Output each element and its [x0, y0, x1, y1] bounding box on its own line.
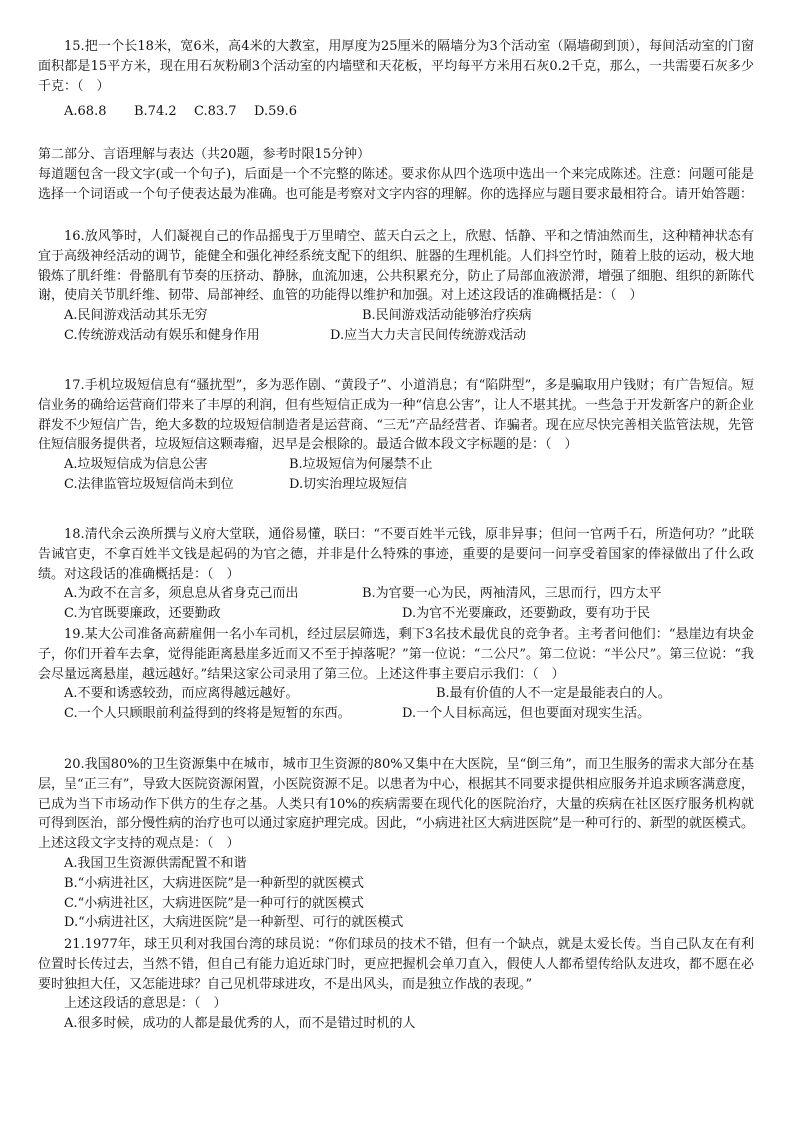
question-17-options-row2 — [38, 475, 754, 495]
question-21 — [38, 935, 754, 1034]
option-b[interactable]: B.民间游戏活动能够治疗疾病 — [362, 308, 532, 324]
question-21-prompt: 上述这段话的意思是：（ ） — [64, 996, 227, 1012]
option-d[interactable]: D.59.6 — [254, 104, 298, 120]
option-c[interactable]: C.法律监管垃圾短信尚未到位 — [64, 476, 234, 492]
option-b[interactable]: B.垃圾短信为何屡禁不止 — [289, 457, 433, 473]
question-17-options-row1 — [38, 455, 754, 475]
option-d[interactable]: D.“小病进社区，大病进医院”是一种新型、可行的就医模式 — [64, 915, 404, 931]
option-c[interactable]: C.为官既要廉政，还要勤政 — [64, 606, 221, 622]
question-15 — [38, 37, 754, 122]
option-c[interactable]: C.传统游戏活动有娱乐和健身作用 — [64, 327, 260, 343]
option-a[interactable]: A.我国卫生资源供需配置不和谐 — [64, 855, 247, 871]
option-b[interactable]: B.“小病进社区，大病进医院”是一种新型的就医模式 — [64, 875, 364, 891]
question-18-options-row2 — [38, 604, 754, 624]
option-a[interactable]: A.68.8 — [64, 104, 107, 120]
option-a[interactable]: A.不要和诱惑较劲，而应离得越远越好。 — [64, 686, 299, 702]
question-20 — [38, 755, 754, 933]
section-2 — [38, 145, 754, 204]
option-a[interactable]: A.为政不在言多，须息息从省身克己而出 — [64, 586, 299, 602]
question-20-stem: 20.我国80%的卫生资源集中在城市，城市卫生资源的80%又集中在大医院，呈“倒三角”，而卫生服务的需求大部分在基层，呈“正三有”，导致大医院资源闲置，小医院资源不足。以患者为中心，根据其不同要求提供相应服务并追求顾客满意度，已成为当下市场动作下供方的生存之基。人类只有10%的疾病需要在现代化的医院治疗，大量的疾病在社区医疗服务机构就可得到医治，部分慢性病的治疗也可以通过家庭护理完成。因此，“小病进社区大病进医院”是一种可行的、新型的就医模式。上述这段文字支持的观点是：（ ） — [38, 757, 754, 852]
question-19-options-row1 — [38, 684, 754, 704]
option-d[interactable]: D.切实治理垃圾短信 — [289, 476, 408, 492]
option-c[interactable]: C.一个人只顾眼前利益得到的终将是短暂的东西。 — [64, 706, 351, 722]
question-15-stem: 15.把一个长18米，宽6米，高4米的大教室，用厚度为25厘米的隔墙分为3个活动室（隔墙砌到顶），每间活动室的门窗面积都是15平方米，现在用石灰粉刷3个活动室的内墙壁和天花板，平均每平方米用石灰0.2千克，那么，一共需要石灰多少千克：（ ） — [38, 39, 754, 94]
question-16-options-row2 — [38, 326, 754, 346]
question-17 — [38, 376, 754, 495]
option-a[interactable]: A.很多时候，成功的人都是最优秀的人，而不是错过时机的人 — [64, 1016, 416, 1032]
option-b[interactable]: B.为官要一心为民，两袖清风，三思而行，四方太平 — [362, 586, 662, 602]
option-b[interactable]: B.最有价值的人不一定是最能表白的人。 — [436, 686, 671, 702]
question-16-stem: 16.放风筝时，人们凝视自己的作品摇曳于万里晴空、蓝天白云之上，欣慰、恬静、平和之情油然而生，这种精神状态有宜于高级神经活动的调节，能健全和强化神经系统支配下的组织、脏器的生理机能。人们抖空竹时，随着上肢的运动，极大地锻炼了肌纤维：骨骼肌有节奏的压挤动、静脉，血流加速，公共积累充分，防止了局部血液淤滞，增强了细胞、组织的新陈代谢，使肩关节肌纤维、韧带、局部神经、血管的功能得以维护和加强。对上述这段话的准确概括是：（ ） — [38, 229, 754, 304]
question-16-options-row1 — [38, 306, 754, 326]
option-c[interactable]: C.83.7 — [194, 104, 237, 120]
question-19 — [38, 625, 754, 724]
question-18-stem: 18.清代余云涣所撰与义府大堂联，通俗易懂，联曰：“不要百姓半元钱，原非异事；但问一官两千石，所造何功？”此联告诫官吏，不拿百姓半文钱是起码的为官之德，并非是什么特殊的事迹，重要的是要问一问享受着国家的俸禄做出了什么政绩。对这段话的准确概括是：（ ） — [38, 527, 754, 582]
option-d[interactable]: D.为官不光要廉政，还要勤政，要有功于民 — [402, 606, 651, 622]
question-19-options-row2 — [38, 704, 754, 724]
question-19-stem: 19.某大公司准备高薪雇佣一名小车司机，经过层层筛选，剩下3名技术最优良的竞争者。主考者问他们：“悬崖边有块金子，你们开着车去拿，觉得能距离悬崖多近而又不至于掉落呢？”第一位说：“二公尺”。第二位说：“半公尺”。第三位说：“我会尽量远离悬崖，越远越好。”结果这家公司录用了第三位。上述这件事主要启示我们：（ ） — [38, 627, 754, 682]
question-21-stem: 21.1977年，球王贝利对我国台湾的球员说：“你们球员的技术不错，但有一个缺点，就是太爱长传。当自己队友在有利位置时长传过去，当然不错，但自己有能力追近球门时，更应把握机会单刀直入，假使人人都希望传给队友进攻，都不愿在必要时独担大任，又怎能进球？自己见机带球进攻，不是出风头，而是独立作战的表现。” — [38, 937, 754, 992]
option-d[interactable]: D.一个人目标高远，但也要面对现实生活。 — [402, 706, 651, 722]
option-d[interactable]: D.应当大力夫言民间传统游戏活动 — [330, 327, 527, 343]
question-18-options-row1 — [38, 584, 754, 604]
option-a[interactable]: A.民间游戏活动其乐无穷 — [64, 308, 208, 324]
section-intro: 每道题包含一段文字(或一个句子)，后面是一个不完整的陈述。要求你从四个选项中选出一个来完成陈述。注意：问题可能是选择一个词语或一个句子使表达最为准确。也可能是考察对文字内容的理解。你的选择应与题目要求最相符合。请开始答题： — [38, 166, 754, 202]
question-18 — [38, 525, 754, 624]
question-15-options — [38, 102, 754, 122]
question-17-stem: 17.手机垃圾短信息有“骚扰型”，多为恶作剧、“黄段子”、小道消息；有“陷阱型”，多是骗取用户钱财；有广告短信。短信业务的确给运营商们带来了丰厚的利润，但有些短信正成为一种“信息公害”，让人不堪其扰。一些急于开发新客户的新企业群发不少短信广告，绝大多数的垃圾短信制造者是运营商、“三无”产品经营者、诈骗者。现在应尽快完善相关监管法规，先管住短信服务提供者，垃圾短信这颗毒瘤，迟早是会根除的。最适合做本段文字标题的是：（ ） — [38, 378, 754, 453]
question-16 — [38, 227, 754, 346]
option-b[interactable]: B.74.2 — [134, 104, 177, 120]
option-c[interactable]: C.“小病进社区，大病进医院”是一种可行的就医模式 — [64, 895, 364, 911]
section-heading: 第二部分、言语理解与表达（共20题，参考时限15分钟） — [38, 147, 371, 162]
option-a[interactable]: A.垃圾短信成为信息公害 — [64, 457, 208, 473]
